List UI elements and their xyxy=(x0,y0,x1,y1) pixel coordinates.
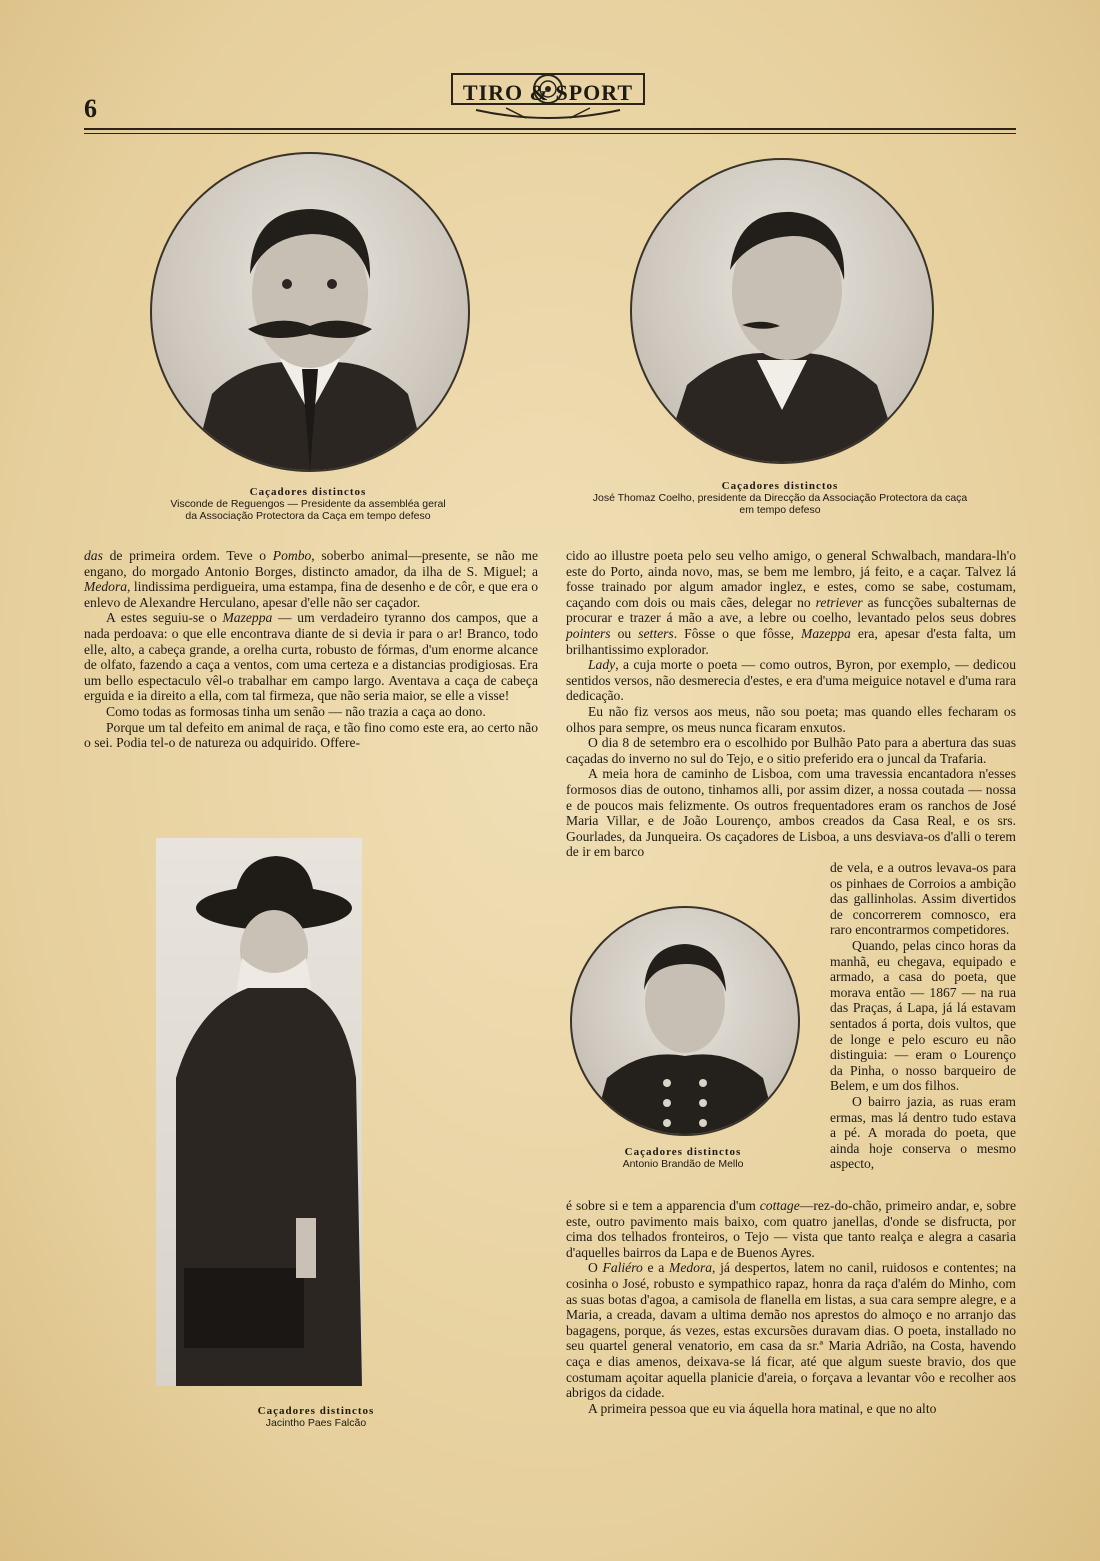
text-run: . Fôsse o que fôsse, xyxy=(673,625,801,641)
caption-line: Visconde de Reguengos — Presidente da assembléa geral xyxy=(170,498,446,510)
paragraph xyxy=(566,1260,1016,1400)
text-run: é sobre si e tem a apparencia d'um xyxy=(566,1198,760,1213)
paragraph: A primeira pessoa que eu via áquella hora matinal, e que no alto xyxy=(588,1400,937,1416)
text-run: A estes seguiu-se o xyxy=(106,610,223,626)
man-with-moustache-illustration xyxy=(152,154,468,470)
text-italic: Medora xyxy=(84,579,128,595)
text-italic: pointers xyxy=(566,625,611,641)
caption-title: Caçadores distinctos xyxy=(624,1146,742,1158)
paragraph: Quando, pelas cinco horas da manhã, eu chegava, equipado e armado, a casa do poeta, que morava então — 1867 — na rua das Praças, á Lapa, já lá estavam sentados á porta, dois vultos, que de longe e pelo escuro eu não distinguia: — eram o Lourenço da Pinha, o nosso barqueiro de Belem, e um dos filhos. xyxy=(830,937,1016,1094)
portrait-jose-thomaz-coelho xyxy=(630,158,934,464)
paragraph xyxy=(566,1198,1016,1260)
text-run: cido ao illustre poeta pelo seu velho amigo, o general Schwalbach, mandara-lh'o este do Porto, ainda novo, mas, se bem me lembro, já feito, e a caçar. Talvez lá fosse trainado por algum amador inglez, e estes, como se sabe, costumam, caçando com dois ou mais cães, delegar no xyxy=(566,548,1016,610)
text-italic: das xyxy=(84,548,103,563)
caption-jacintho xyxy=(156,1405,476,1429)
caption-title: Caçadores distinctos xyxy=(721,480,839,492)
text-italic: Faliéro xyxy=(602,1260,643,1276)
paragraph: Como todas as formosas tinha um senão — não trazia a caça ao dono. xyxy=(106,703,486,719)
text-run: , lindissima perdigueira, uma estampa, fina de desenho e de côr, e que era o enlevo de Alexandre Herculano, apesar d'elle não ser caçador. xyxy=(84,579,538,610)
text-run: , já despertos, latem no canil, ruidosos e contentes; na cosinha o José, robusto e sympathico rapaz, honra da raça d'além do Minho, com as suas botas d'agoa, a camisola de flanella em listas, a sua cara sempre alegre, e a Maria, a creada, davam a ultima demão nos aprestos do almoço e no arranjo das bagagens, porque, ás vezes, estas excursões duravam dias. O poeta, installado no seu quartel general venatorio, em casa da sr.ª Maria Adrião, na Costa, havendo caça e dias amenos, deixava-se lá ficar, até que algum sueste bravio, dos que costumam açoitar aquella planicie d'areia, o forçava a levantar vôo e recolher aos abrigos da cidade. xyxy=(566,1260,1017,1401)
paragraph: O bairro jazia, as ruas eram ermas, mas lá dentro tudo estava a pé. A morada do poeta, que ainda hoje conserva o mesmo aspecto, xyxy=(830,1093,1016,1172)
paragraph xyxy=(566,657,1016,704)
paragraph: O dia 8 de setembro era o escolhido por Bulhão Pato para a abertura das suas caçadas do inverno no sul do Tejo, e o sitio preferido era o juncal da Trafaria. xyxy=(566,735,1016,766)
text-run: as funcções subalternas de procurar e trazer á mão a ave, a lebre ou coelho, levantado pelos seus dobres xyxy=(566,594,1016,626)
header-rule-thin xyxy=(84,133,1016,134)
caption-jose-thomaz-coelho xyxy=(570,480,990,516)
caption-line: Antonio Brandão de Mello xyxy=(622,1158,744,1170)
caption-line: José Thomaz Coelho, presidente da Direcção da Associação Protectora da caça xyxy=(592,492,968,504)
text-italic: Pombo xyxy=(272,548,312,563)
text-run: —rez-do-chão, primeiro andar, e, sobre este, outro pavimento mais baixo, com quatro janellas, d'onde se disfructa, por cima dos telhados fronteiros, o Tejo — vista que tanto realça e alegra a casaria d'aquelles bairros da Lapa e de Buenos Ayres. xyxy=(566,1198,1016,1260)
portrait-antonio-brandao-de-mello xyxy=(570,906,800,1136)
man-in-profile-illustration xyxy=(632,160,932,462)
caption-line: Jacintho Paes Falcão xyxy=(265,1417,367,1429)
page-number: 6 xyxy=(84,94,97,123)
paragraph: A meia hora de caminho de Lisboa, com uma travessia encantadora n'esses formosos dias de outono, tinhamos alli, por assim dizer, a nossa coutada — nossa e de poucos mais felizmente. Os outros frequentadores eram os ranchos de José Maria Villar, e de João Lourenço, ambos creados da Casa Real, e os srs. Gourlades, da Junqueira. Os caçadores de Lisboa, a uns desviava-os d'alli o terem de ir em barco xyxy=(566,766,1016,860)
text-run: , soberbo animal—presente, se não me engano, do morgado Antonio Borges, distincto amador, da ilha de S. Miguel; a xyxy=(84,548,538,579)
text-run: e a xyxy=(642,1260,669,1276)
article-column-right-continued xyxy=(566,1198,1016,1416)
caption-title: Caçadores distinctos xyxy=(257,1405,375,1417)
article-column-left xyxy=(84,548,538,751)
caption-line: da Associação Protectora da Caça em tempo defeso xyxy=(185,510,431,522)
masthead-title: TIRO & SPORT xyxy=(462,80,634,105)
text-italic: Lady xyxy=(588,657,616,673)
text-run: ou xyxy=(610,625,639,641)
photo-jacintho-paes-falcao xyxy=(156,838,362,1386)
paragraph: Porque um tal defeito em animal de raça, e tão fino como este era, ao certo não o sei. Podia tel-o de natureza ou adquirido. Offere- xyxy=(84,719,538,751)
article-column-right-wrap xyxy=(830,860,1016,1172)
text-run: de primeira ordem. Teve o xyxy=(102,548,273,563)
text-italic: cottage xyxy=(759,1198,800,1213)
text-italic: setters xyxy=(638,625,674,641)
paragraph: de vela, e a outros levava-os para os pinhaes de Corroios a ambição das gallinholas. Assim divertidos de concorrerem comnosco, era raro encontrarmos competidores. xyxy=(830,860,1016,938)
paragraph xyxy=(84,548,538,610)
caption-line: em tempo defeso xyxy=(739,504,821,516)
text-run: O xyxy=(588,1260,603,1276)
portrait-visconde-de-reguengos xyxy=(150,152,470,472)
paragraph: Eu não fiz versos aos meus, não sou poeta; mas quando elles fecharam os olhos para sempre, os meus nunca ficaram enxutos. xyxy=(566,703,1016,735)
paragraph xyxy=(566,548,1016,657)
paragraph xyxy=(84,610,538,704)
caption-title: Caçadores distinctos xyxy=(249,486,367,498)
text-run: era, apesar d'esta falta, um brilhantissimo explorador. xyxy=(566,625,1016,657)
text-run: — um verdadeiro tyranno dos campos, que a nada perdoava: o que elle encontrava diante de si devia ir para o ar! Branco, todo elle, alto, a cabeça grande, a orelha curta, robusto de fórmas, d'um enorme alcance de olfato, fazendo a caça a ventos, com uma certeza e a distancias prodigiosas. Era um bello espectaculo vêl-o trabalhar em campo largo. Aventava a caça de cabeça erguida e ia direito a ella, com tal firmeza, que não seria maior, se elle a visse! xyxy=(84,610,538,704)
text-run: , a cuja morte o poeta — como outros, Byron, por exemplo, — dedicou sentidos versos, não desmerecia d'estes, e era d'uma meiguice notavel e d'uma rara dedicação. xyxy=(566,657,1016,704)
text-italic: Medora xyxy=(669,1260,713,1276)
uniformed-man-illustration xyxy=(572,908,798,1134)
masthead-logo xyxy=(446,68,650,126)
text-italic: Mazeppa xyxy=(801,625,851,641)
caption-antonio-brandao xyxy=(570,1146,796,1170)
bearded-man-seated-illustration xyxy=(156,838,362,1386)
text-italic: Mazeppa xyxy=(222,610,273,626)
caption-visconde xyxy=(150,486,466,522)
text-italic: retriever xyxy=(815,594,863,610)
header-rule xyxy=(84,128,1016,130)
article-column-right xyxy=(566,548,1016,860)
